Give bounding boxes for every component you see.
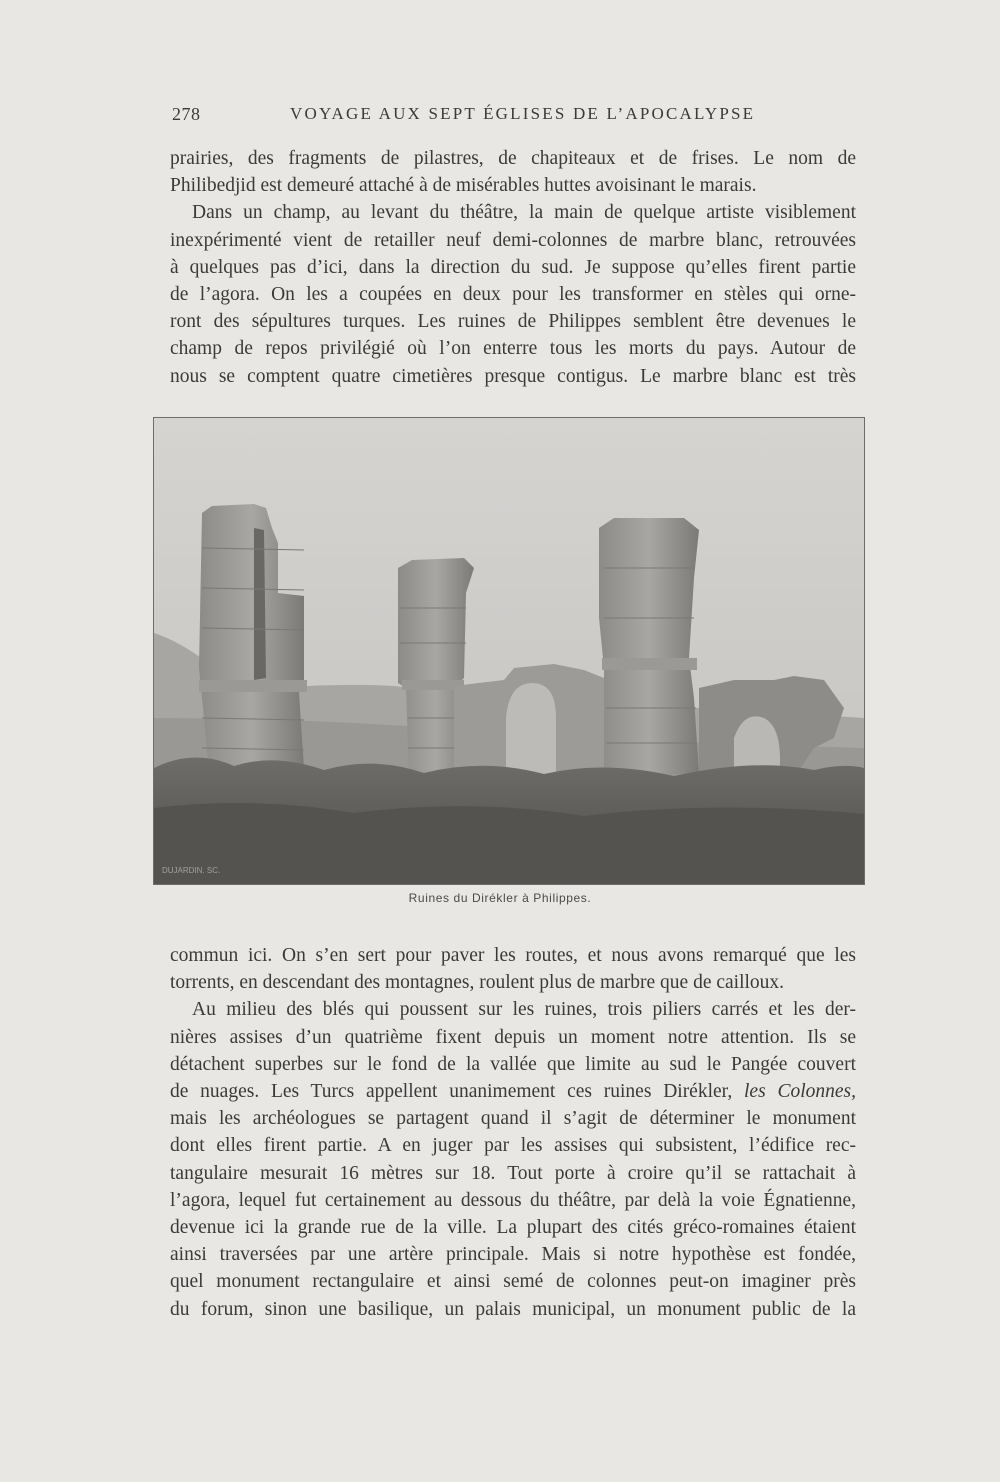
paragraph-continued <box>170 145 856 199</box>
text-line: quel monument rectangulaire et ainsi semé de colonnes peut-on imaginer près <box>170 1271 856 1293</box>
text-line: Philibedjid est demeuré attaché à de misérables huttes avoisinant le marais. <box>170 175 757 197</box>
text-line: ainsi traversées par une artère principale. Mais si notre hypothèse est fondée, <box>170 1244 856 1266</box>
text-line: de l’agora. On les a coupées en deux pour les transformer en stèles qui orne- <box>170 284 856 306</box>
bottom-paragraphs <box>170 942 856 1323</box>
text-line: l’agora, lequel fut certainement au dessous du théâtre, par delà la voie Égnatienne, <box>170 1189 856 1211</box>
text-line: à quelques pas d’ici, dans la direction du sud. Je suppose qu’elles firent partie <box>170 256 856 278</box>
engraving-plate <box>153 417 865 885</box>
text-line: ront des sépultures turques. Les ruines de Philippes semblent être devenues le <box>170 311 856 333</box>
text-line: nous se comptent quatre cimetières presque contigus. Le marbre blanc est très <box>170 365 856 387</box>
ruins-engraving <box>154 418 864 884</box>
text-line: inexpérimenté vient de retailler neuf demi-colonnes de marbre blanc, retrouvées <box>170 229 856 251</box>
top-paragraphs <box>170 145 856 390</box>
paragraph-bles <box>170 996 856 1322</box>
text-line: torrents, en descendant des montagnes, roulent plus de marbre que de cailloux. <box>170 972 785 994</box>
text-line: nières assises d’un quatrième fixent depuis un moment notre attention. Ils se <box>170 1026 856 1048</box>
right-pillar <box>599 518 699 778</box>
text-line: tangulaire mesurait 16 mètres sur 18. Tout porte à croire qu’il se rattachait à <box>170 1162 856 1184</box>
running-title: VOYAGE AUX SEPT ÉGLISES DE L’APOCALYPSE <box>290 104 756 123</box>
text-line: mais les archéologues se partagent quand il s’agit de déterminer le monument <box>170 1108 856 1130</box>
engraver-imprint: DUJARDIN. SC. <box>162 866 221 875</box>
text-line: détachent superbes sur le fond de la vallée que limite au sud le Pangée couvert <box>170 1053 856 1075</box>
paragraph-commun <box>170 942 856 996</box>
figure-caption: Ruines du Dirékler à Philippes. <box>408 891 592 905</box>
text-line: prairies, des fragments de pilastres, de chapiteaux et de frises. Le nom de <box>170 148 856 169</box>
text-line: dont elles firent partie. A en juger par les assises qui subsistent, l’édifice rec- <box>170 1135 856 1157</box>
text-line: Au milieu des blés qui poussent sur les ruines, trois piliers carrés et les der- <box>192 999 856 1021</box>
italic-term: les Colonnes, <box>744 1081 856 1103</box>
text-line: devenue ici la grande rue de la ville. La plupart des cités gréco-romaines étaient <box>170 1217 856 1239</box>
paragraph-champ <box>170 199 856 389</box>
text-fragment: de nuages. Les Turcs appellent unanimement ces ruines Dirékler, <box>170 1081 745 1103</box>
page-number: 278 <box>172 104 201 124</box>
text-line: commun ici. On s’en sert pour paver les routes, et nous avons remarqué que les <box>170 945 856 966</box>
text-line <box>170 1078 856 1105</box>
text-line: Dans un champ, au levant du théâtre, la main de quelque artiste visiblement <box>192 202 856 224</box>
text-line: du forum, sinon une basilique, un palais municipal, un monument public de la <box>170 1298 856 1320</box>
text-line: champ de repos privilégié où l’on enterre tous les morts du pays. Autour de <box>170 338 856 360</box>
running-head <box>172 104 862 128</box>
